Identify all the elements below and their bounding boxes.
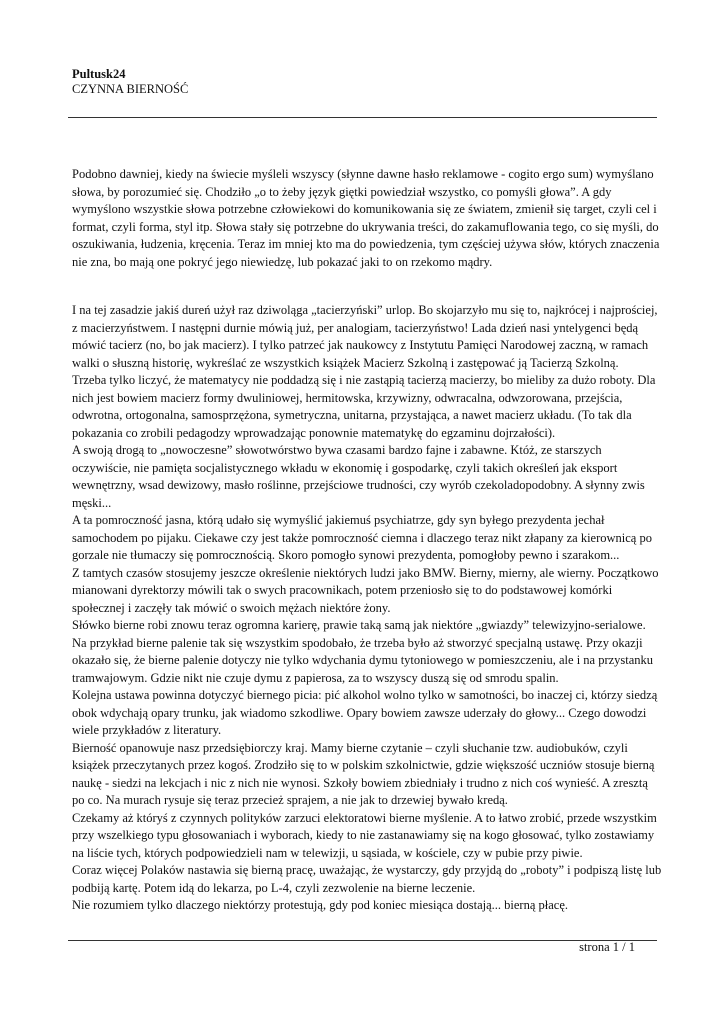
site-name: Pultusk24: [72, 67, 126, 81]
body-paragraph: Słówko bierne robi znowu teraz ogromna karierę, prawie taką samą jak niektóre „gwiazdy” telewizyjno-serialowe. Na przykład bierne palenie tak się wszystkim spodobało, że trzeba było aż stworzyć specjalną ustawę. Przy okazji okazało się, że bierne palenie dotyczy nie tylko wdychania dymu tytoniowego w pomieszczeniu, ale i na przystanku tramwajowym. Gdzie nikt nie czuje dymu z papierosa, za to wszyscy duszą się od smrodu spalin.: [72, 618, 654, 685]
body-paragraph: A swoją drogą to „nowoczesne” słowotwórstwo bywa czasami bardzo fajne i zabawne. Któż, ze starszych oczywiście, nie pamięta socjalistycznego wkładu w ekonomię i gospodarkę, czyli takich określeń jak eksport wewnętrzny, wsad dewizowy, masło roślinne, przejściowe trudności, czy wyrób czekoladopodobny. A słynny zwis męski...: [72, 443, 645, 510]
body-paragraph: I na tej zasadzie jakiś dureń użył raz dziwoląga „tacierzyński” urlop. Bo skojarzyło mu się to, najkrócej i najprościej, z macierzyństwem. I następni durnie mówią już, per analogiam, tacierzyństwo! Lada dzień nasi yntelygenci będą mówić tacierz (no, bo jak macierz). I tylko patrzeć jak naukowcy z Instytutu Pamięci Narodowej zaczną, w ramach walki o słuszną historię, wykreślać ze wszystkich książek Macierz Szkolną i zastępować ją Tacierzą Szkolną.: [72, 303, 658, 370]
article-title: CZYNNA BIERNOŚĆ: [72, 82, 189, 96]
footer-divider: [68, 940, 657, 941]
body-paragraph: A ta pomroczność jasna, którą udało się wymyślić jakiemuś psychiatrze, gdy syn byłego prezydenta jechał samochodem po pijaku. Ciekawe czy jest także pomroczność ciemna i dlaczego teraz nikt złapany za kierownicą po gorzale nie tłumaczy się pomrocznością. Skoro pomogło synowi prezydenta, pomogłoby pewno i szarakom...: [72, 513, 652, 562]
header-divider: [68, 117, 657, 118]
body-paragraph: Coraz więcej Polaków nastawia się bierną pracę, uważając, że wystarczy, gdy przyjdą do „roboty” i podpiszą listę lub podbiją kartę. Potem idą do lekarza, po L-4, czyli zezwolenie na bierne leczenie.: [72, 863, 662, 895]
body-paragraph: Czekamy aż któryś z czynnych polityków zarzuci elektoratowi bierne myślenie. A to łatwo zrobić, przede wszystkim przy wszelkiego typu głosowaniach i wyborach, kiedy to nie zastanawiamy się na kogo głosować, tylko zostawiamy na liście tych, których podpowiedzieli nam w telewizji, u sąsiada, w kościele, czy w pubie przy piwie.: [72, 810, 657, 860]
body-paragraph: Z tamtych czasów stosujemy jeszcze określenie niektórych ludzi jako BMW. Bierny, mierny, ale wierny. Początkowo mianowani dyrektorzy mówili tak o swych pracownikach, potem przeniosło się to do podstawowej komórki społecznej i zaczęły tak mówić o swoich mężach niektóre żony.: [72, 565, 659, 615]
body-paragraph: Trzeba tylko liczyć, że matematycy nie poddadzą się i nie zastąpią tacierzą macierzy, bo mieliby za dużo roboty. Dla nich jest bowiem macierz formy dwuliniowej, hermitowska, krzywizny, odwracalna, odwzorowana, przejścia, odwrotna, ortogonalna, samosprzężona, symetryczna, unitarna, przystająca, a nawet macierz układu. (To tak dla pokazania co zrobili pedagodzy wprowadzając ponownie matematykę do egzaminu dojrzałości).: [72, 373, 656, 440]
body-paragraph: Bierność opanowuje nasz przedsiębiorczy kraj. Mamy bierne czytanie – czyli słuchanie tzw. audiobuków, czyli książek przeczytanych przez kogoś. Zrodziło się to w polskim szkolnictwie, gdzie większość uczniów stosuje bierną naukę - siedzi na lekcjach i nic z nich nie wynosi. Szkoły bowiem zbiedniały i trudno z nich coś wynieść. A zresztą po co. Na murach rysuje się teraz przecież sprajem, a nie jak to drzewiej bywało kredą.: [72, 740, 655, 807]
body-paragraph: Kolejna ustawa powinna dotyczyć biernego picia: pić alkohol wolno tylko w samotności, bo inaczej ci, którzy siedzą obok wdychają opary trunku, jak wiadomo szkodliwe. Opary bowiem zawsze uderzały do głowy... Czego dowodzi wiele przykładów z literatury.: [72, 688, 658, 737]
intro-paragraph: Podobno dawniej, kiedy na świecie myśleli wszyscy (słynne dawne hasło reklamowe - cogito ergo sum) wymyślano słowa, by porozumieć się. Chodziło „o to żeby język giętki powiedział wszystko, co pomyśli głowa”. A gdy wymyślono wszystkie słowa potrzebne człowiekowi do komunikowania się ze światem, zmienił się target, czyli cel i format, czyli forma, styl itp. Słowa stały się potrzebne do ukrywania treści, do zakamuflowania tego, co się myśli, do oszukiwania, łudzenia, kręcenia. Teraz im mniej kto ma do powiedzenia, tym częściej używa słów, których znaczenia nie zna, bo mają one pokryć jego niewiedzę, lub pokazać jaki to on rzekomo mądry.: [72, 167, 660, 269]
body-paragraph: Nie rozumiem tylko dlaczego niektórzy protestują, gdy pod koniec miesiąca dostają... bierną płacę.: [72, 898, 569, 912]
page-header: [72, 67, 657, 97]
article-body: [72, 302, 662, 915]
intro-paragraph-block: [72, 166, 662, 271]
page-number: strona 1 / 1: [579, 940, 635, 954]
